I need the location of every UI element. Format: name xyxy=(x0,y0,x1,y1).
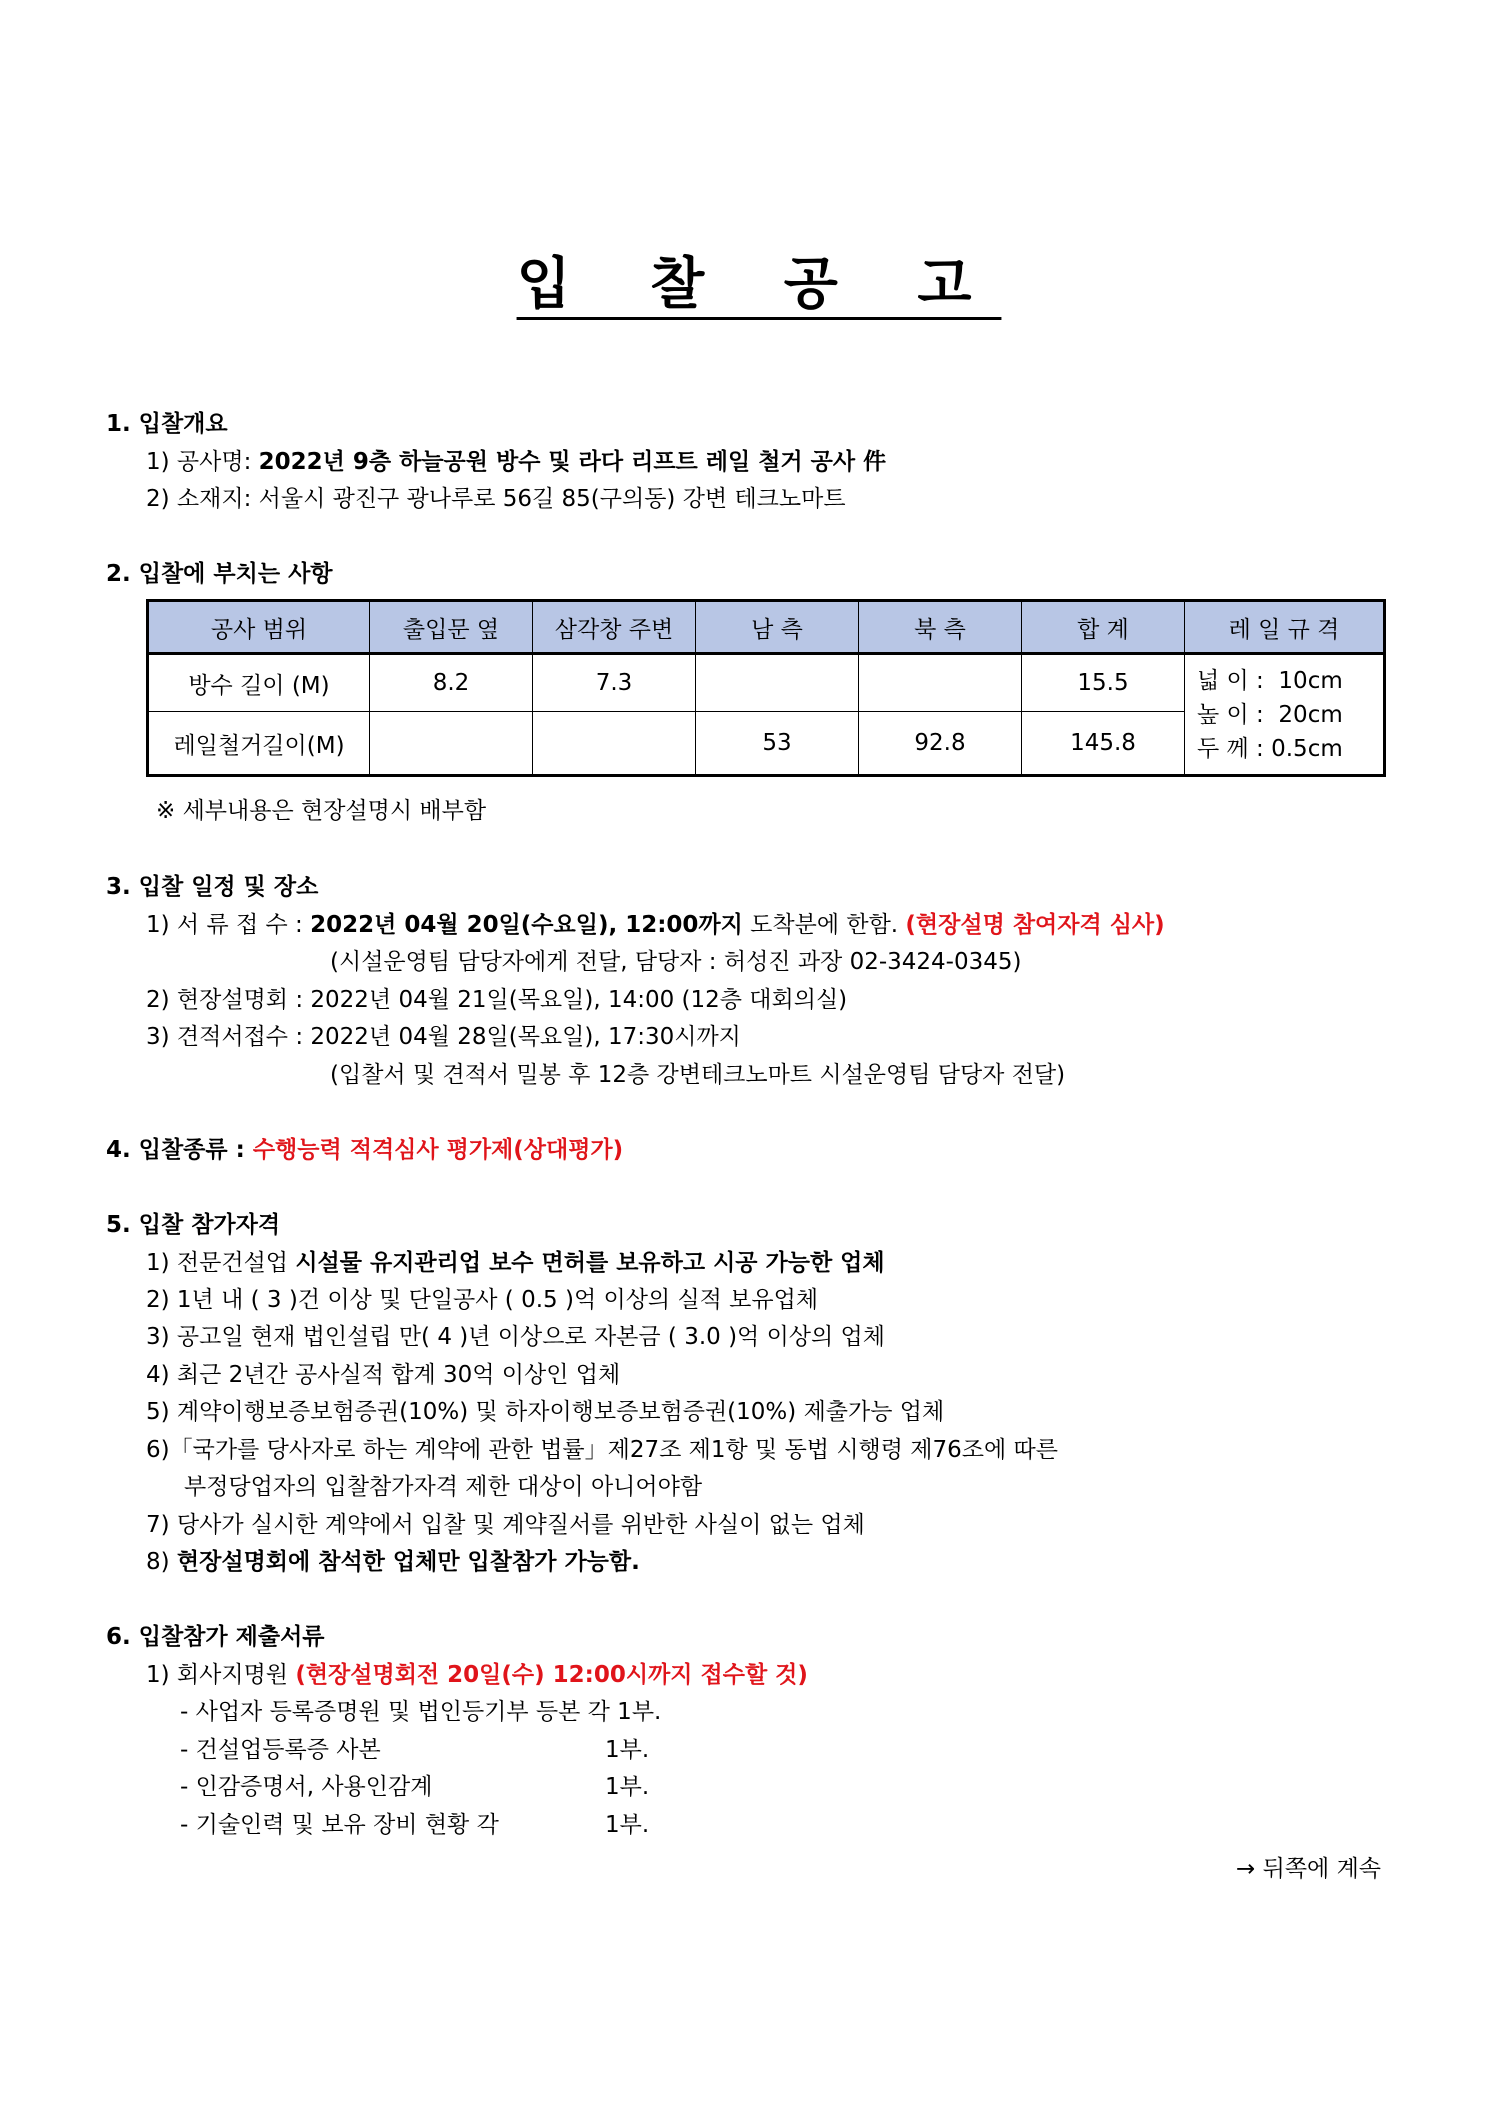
section-4-heading xyxy=(106,1131,623,1164)
qualification-8-bold: 현장설명회에 참석한 업체만 입찰참가 가능함. xyxy=(176,1549,640,1575)
qualification-8-prefix: 8) xyxy=(146,1549,177,1575)
list-item: - 기술인력 및 보유 장비 현황 각 xyxy=(180,1812,499,1838)
qualification-8 xyxy=(146,1543,640,1576)
submission-condition: 도착분에 한함. xyxy=(742,912,906,938)
row-label: 레일철거길이(M) xyxy=(148,712,370,776)
table-cell: 145.8 xyxy=(1022,712,1185,776)
table-cell: 8.2 xyxy=(370,654,533,712)
qualification-1 xyxy=(146,1244,885,1277)
submission-note-red: (현장설명 참여자격 심사) xyxy=(905,912,1165,938)
header-north: 북 측 xyxy=(859,601,1022,654)
header-entrance: 출입문 옆 xyxy=(370,601,533,654)
submission-contact: (시설운영팀 담당자에게 전달, 담당자 : 허성진 과장 02-3424-0345) xyxy=(330,949,1022,975)
row-label: 방수 길이 (M) xyxy=(148,654,370,712)
site-briefing-line: 2) 현장설명회 : 2022년 04월 21일(목요일), 14:00 (12층 대회의실) xyxy=(146,987,848,1013)
qualification-6: 6)「국가를 당사자로 하는 계약에 관한 법률」제27조 제1항 및 동법 시행령 제76조에 따른 xyxy=(146,1437,1058,1463)
bid-type-value: 수행능력 적격심사 평가제(상대평가) xyxy=(252,1137,624,1163)
project-name-value: 2022년 9층 하늘공원 방수 및 라다 리프트 레일 철거 공사 件 xyxy=(258,449,887,475)
table-cell xyxy=(696,654,859,712)
spec-height: 높 이 : 20cm xyxy=(1197,701,1343,728)
document-submission-line xyxy=(146,906,1165,939)
table-cell: 7.3 xyxy=(533,654,696,712)
section-1-heading: 1. 입찰개요 xyxy=(106,411,228,437)
scope-table xyxy=(146,599,1386,777)
location-line: 2) 소재지: 서울시 광진구 광나루로 56길 85(구의동) 강변 테크노마트 xyxy=(146,486,846,512)
list-item: - 건설업등록증 사본 xyxy=(180,1737,381,1763)
list-item: - 사업자 등록증명원 및 법인등기부 등본 각 1부. xyxy=(180,1699,662,1725)
company-profile-line xyxy=(146,1656,808,1689)
table-cell: 15.5 xyxy=(1022,654,1185,712)
qualification-2: 2) 1년 내 ( 3 )건 이상 및 단일공사 ( 0.5 )억 이상의 실적 보유업체 xyxy=(146,1287,819,1313)
header-south: 남 측 xyxy=(696,601,859,654)
table-row xyxy=(148,654,1385,712)
list-item: - 인감증명서, 사용인감계 xyxy=(180,1774,433,1800)
table-cell xyxy=(533,712,696,776)
project-name-line xyxy=(146,443,886,476)
table-cell xyxy=(859,654,1022,712)
section-3-heading: 3. 입찰 일정 및 장소 xyxy=(106,874,319,900)
spec-thickness: 두 께 : 0.5cm xyxy=(1197,735,1343,762)
project-name-label: 1) 공사명: xyxy=(146,449,259,475)
table-cell: 53 xyxy=(696,712,859,776)
rail-spec-cell xyxy=(1185,654,1385,776)
header-triangle-window: 삼각창 주변 xyxy=(533,601,696,654)
table-cell: 92.8 xyxy=(859,712,1022,776)
bid-type-label: 4. 입찰종류 : xyxy=(106,1137,253,1163)
continue-note: → 뒤쪽에 계속 xyxy=(1236,1856,1381,1882)
qualification-4: 4) 최근 2년간 공사실적 합계 30억 이상인 업체 xyxy=(146,1362,621,1388)
section-5-heading: 5. 입찰 참가자격 xyxy=(106,1212,281,1238)
document-title xyxy=(0,240,1488,320)
qualification-1-prefix: 1) 전문건설업 xyxy=(146,1250,296,1276)
title-text: 입 찰 공 고 xyxy=(516,252,1002,317)
header-rail-spec: 레 일 규 격 xyxy=(1185,601,1385,654)
qualification-7: 7) 당사가 실시한 계약에서 입찰 및 계약질서를 위반한 사실이 없는 업체 xyxy=(146,1512,865,1538)
qualification-6-continued: 부정당업자의 입찰참가자격 제한 대상이 아니어야함 xyxy=(184,1474,703,1500)
company-profile-deadline: (현장설명회전 20일(수) 12:00시까지 접수할 것) xyxy=(295,1662,808,1688)
submission-deadline: 2022년 04월 20일(수요일), 12:00까지 xyxy=(310,912,743,938)
estimate-submission-line: 3) 견적서접수 : 2022년 04월 28일(목요일), 17:30시까지 xyxy=(146,1024,741,1050)
header-scope: 공사 범위 xyxy=(148,601,370,654)
table-cell xyxy=(370,712,533,776)
qualification-3: 3) 공고일 현재 법인설립 만( 4 )년 이상으로 자본금 ( 3.0 )억 이상의 업체 xyxy=(146,1324,885,1350)
table-header-row xyxy=(148,601,1385,654)
submission-label: 1) 서 류 접 수 : xyxy=(146,912,311,938)
section-6-heading: 6. 입찰참가 제출서류 xyxy=(106,1624,325,1650)
estimate-submission-note: (입찰서 및 견적서 밀봉 후 12층 강변테크노마트 시설운영팀 담당자 전달) xyxy=(330,1062,1066,1088)
section-2-heading: 2. 입찰에 부치는 사항 xyxy=(106,561,333,587)
spec-width: 넓 이 : 10cm xyxy=(1197,667,1343,694)
company-profile-label: 1) 회사지명원 xyxy=(146,1662,296,1688)
qualification-5: 5) 계약이행보증보험증권(10%) 및 하자이행보증보험증권(10%) 제출가능 업체 xyxy=(146,1399,945,1425)
header-total: 합 계 xyxy=(1022,601,1185,654)
list-item-count: 1부. xyxy=(605,1774,650,1800)
table-note: ※ 세부내용은 현장설명시 배부함 xyxy=(156,798,487,824)
list-item-count: 1부. xyxy=(605,1737,650,1763)
qualification-1-bold: 시설물 유지관리업 보수 면허를 보유하고 시공 가능한 업체 xyxy=(295,1250,885,1276)
list-item-count: 1부. xyxy=(605,1812,650,1838)
